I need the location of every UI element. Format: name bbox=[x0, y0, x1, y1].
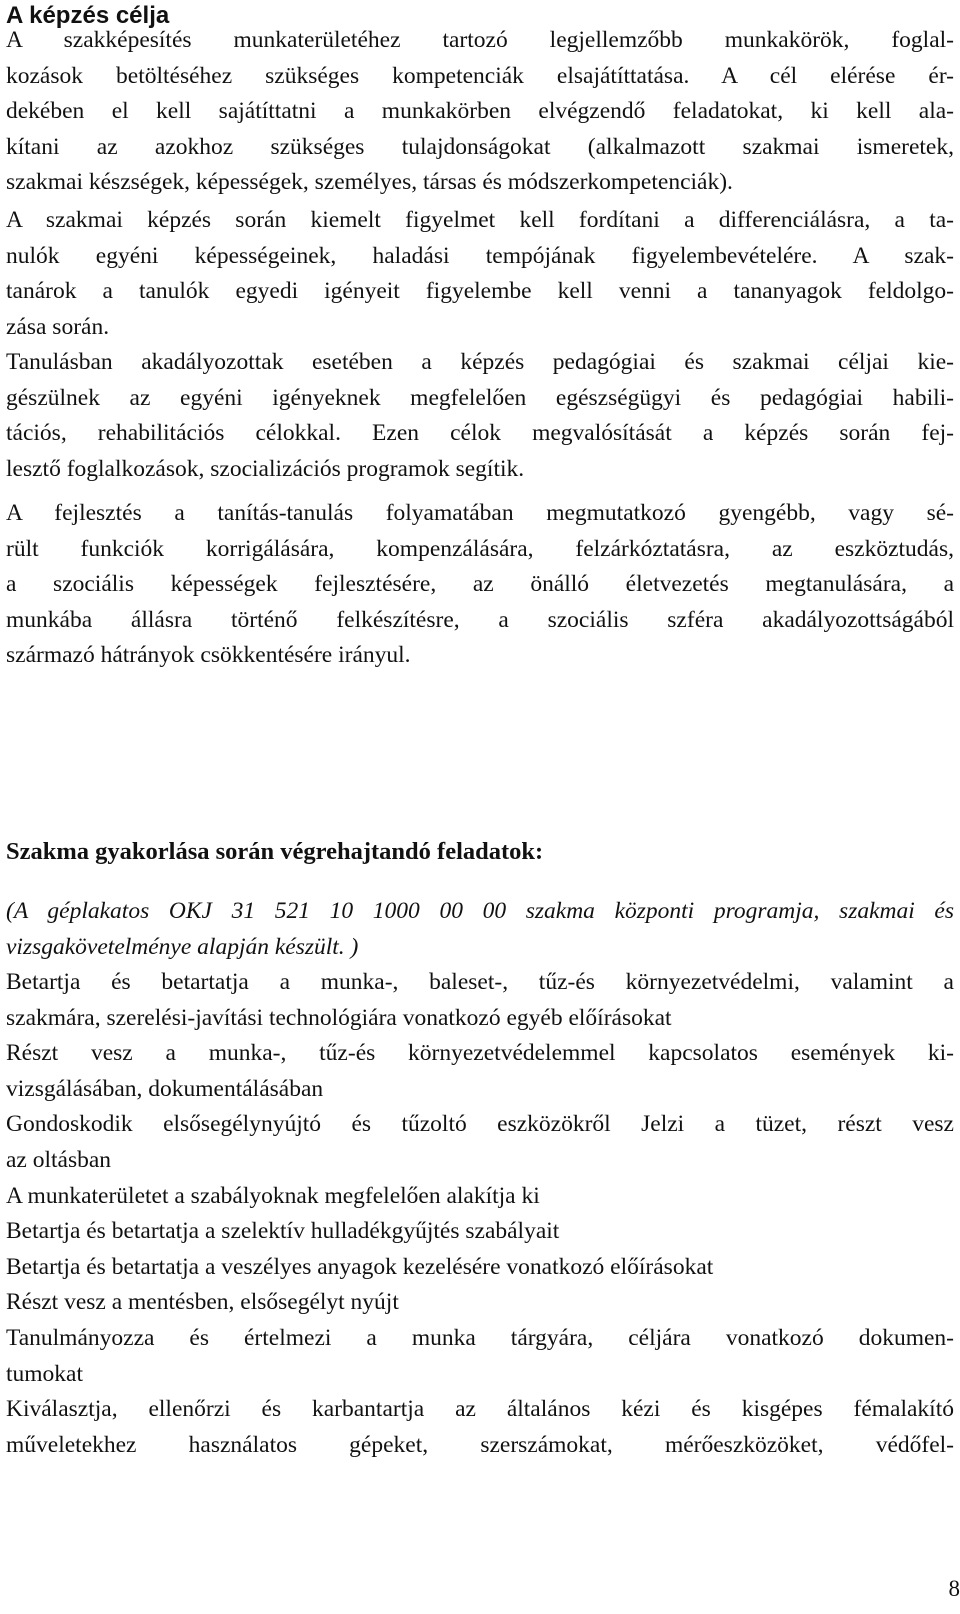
task-line: Betartja és betartatja a munka-, baleset-, tűz-és környezetvédelmi, valamint a bbox=[6, 969, 954, 995]
section-heading-kepzes-celja: A képzés célja bbox=[6, 2, 170, 29]
text-line: A szakmai képzés során kiemelt figyelmet kell fordítani a differenciálásra, a ta- bbox=[6, 207, 954, 233]
text-line: szakmai készségek, képességek, személyes, társas és módszerkompetenciák). bbox=[6, 169, 733, 196]
text-line: zása során. bbox=[6, 313, 110, 340]
paragraph-differentiation bbox=[6, 203, 954, 345]
text-line: dekében el kell sajátíttatni a munkakörben elvégzendő feladatokat, ki kell ala- bbox=[6, 98, 954, 125]
task-line: A munkaterületet a szabályoknak megfelelően alakítja ki bbox=[6, 1182, 540, 1209]
text-line: rült funkciók korrigálására, kompenzálására, felzárkóztatásra, az eszköztudás, bbox=[6, 535, 954, 562]
text-line: Tanulásban akadályozottak esetében a képzés pedagógiai és szakmai céljai kie- bbox=[6, 349, 954, 375]
text-line: vizsgakövetelménye alapján készült. ) bbox=[6, 933, 359, 960]
source-note bbox=[6, 894, 954, 965]
task-line: az oltásban bbox=[6, 1146, 112, 1173]
paragraph-development bbox=[6, 496, 954, 674]
task-line: Tanulmányozza és értelmezi a munka tárgyára, céljára vonatkozó dokumen- bbox=[6, 1324, 954, 1351]
task-line: Gondoskodik elsősegélynyújtó és tűzoltó eszközökről Jelzi a tüzet, részt vesz bbox=[6, 1111, 954, 1138]
task-line: Részt vesz a mentésben, elsősegélyt nyújt bbox=[6, 1289, 399, 1316]
task-line: Betartja és betartatja a szelektív hulladékgyűjtés szabályait bbox=[6, 1218, 560, 1245]
task-list bbox=[6, 965, 954, 1463]
text-line: gészülnek az egyéni igényeknek megfelelően egészségügyi és pedagógiai habili- bbox=[6, 384, 954, 411]
text-line: munkába állásra történő felkészítésre, a szociális szféra akadályozottságából bbox=[6, 606, 954, 633]
task-line: műveletekhez használatos gépeket, szerszámokat, mérőeszközöket, védőfel- bbox=[6, 1431, 954, 1458]
text-line: A szakképesítés munkaterületéhez tartozó legjellemzőbb munkakörök, foglal- bbox=[6, 27, 954, 53]
page-number: 8 bbox=[948, 1576, 960, 1601]
task-line: szakmára, szerelési-javítási technológiára vonatkozó egyéb előírásokat bbox=[6, 1004, 672, 1031]
text-line: tanárok a tanulók egyedi igényeit figyelembe kell venni a tananyagok feldolgo- bbox=[6, 278, 954, 305]
paragraph-goal bbox=[6, 23, 954, 201]
task-line: Kiválasztja, ellenőrzi és karbantartja az általános kézi és kisgépes fémalakító bbox=[6, 1396, 954, 1423]
text-line: A fejlesztés a tanítás-tanulás folyamatában megmutatkozó gyengébb, vagy sé- bbox=[6, 500, 954, 526]
text-line: a szociális képességek fejlesztésére, az önálló életvezetés megtanulására, a bbox=[6, 571, 954, 598]
task-line: tumokat bbox=[6, 1360, 84, 1387]
text-line: származó hátrányok csökkentésére irányul. bbox=[6, 642, 411, 669]
text-line: lesztő foglalkozások, szocializációs programok segítik. bbox=[6, 455, 525, 482]
text-line: tációs, rehabilitációs célokkal. Ezen célok megvalósítását a képzés során fej- bbox=[6, 420, 954, 447]
task-line: vizsgálásában, dokumentálásában bbox=[6, 1075, 324, 1102]
task-line: Betartja és betartatja a veszélyes anyagok kezelésére vonatkozó előírásokat bbox=[6, 1253, 714, 1280]
text-line: nulók egyéni képességeinek, haladási tempójának figyelembevételére. A szak- bbox=[6, 242, 954, 269]
paragraph-special-needs bbox=[6, 345, 954, 487]
section-heading-tasks: Szakma gyakorlása során végrehajtandó feladatok: bbox=[6, 838, 544, 865]
task-line: Részt vesz a munka-, tűz-és környezetvédelemmel kapcsolatos események ki- bbox=[6, 1040, 954, 1067]
text-line: kozások betöltéséhez szükséges kompetenciák elsajátíttatása. A cél elérése ér- bbox=[6, 62, 954, 89]
text-line: kítani az azokhoz szükséges tulajdonságokat (alkalmazott szakmai ismeretek, bbox=[6, 133, 954, 160]
text-line: (A géplakatos OKJ 31 521 10 1000 00 00 szakma központi programja, szakmai és bbox=[6, 898, 954, 924]
